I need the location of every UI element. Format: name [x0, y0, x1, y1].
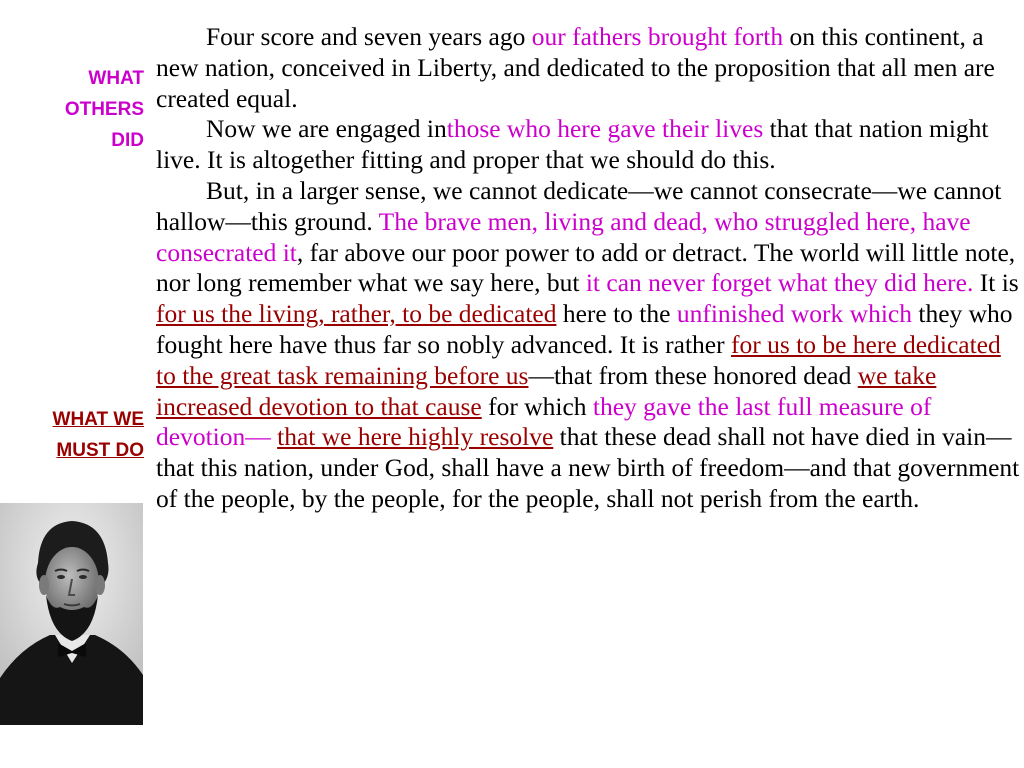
text-run: here to the [556, 299, 677, 329]
paragraph-2 [156, 114, 1020, 176]
text-run: that these dead shall not have died in vain—that this nation, under God, shall have a new birth of freedom—and that government of the people, by the people, for the people, shall not perish from the earth. [156, 422, 1020, 513]
portrait-image [0, 503, 143, 725]
label-line: MUST DO [56, 440, 144, 461]
label-line: DID [111, 130, 144, 151]
others-did-highlight: they gave the last full measure of devotion— [156, 391, 932, 452]
must-do-highlight: we take increased devotion to that cause [156, 360, 937, 421]
text-run: on this continent, a new nation, conceived in Liberty, and dedicated to the proposition that all men are created equal. [156, 22, 995, 113]
must-do-highlight: for us to be here dedicated to the great task remaining before us [156, 329, 1001, 390]
text-run: they who fought here have thus far so nobly advanced. It is rather [156, 299, 1013, 359]
lincoln-portrait [0, 503, 143, 725]
others-did-highlight: our fathers brought forth [531, 22, 784, 51]
others-did-highlight: unfinished work which [676, 299, 912, 329]
text-run: —that from these honored dead [528, 360, 858, 390]
text-run: that that nation might live. It is altogether fitting and proper that we should do this. [156, 114, 989, 175]
text-run: for which [481, 391, 593, 421]
paragraph-1 [156, 22, 1020, 114]
label-line: WHAT [88, 68, 144, 89]
what-we-must-do-label [14, 404, 144, 466]
paragraph-3 [156, 176, 1020, 515]
text-run: It is [973, 268, 1019, 298]
text-run: But, in a larger sense, we cannot dedicate—we cannot consecrate—we cannot hallow—this ground. [156, 175, 1002, 236]
others-did-highlight: it can never forget what they did here. [585, 268, 974, 298]
label-line: WHAT WE [52, 409, 144, 430]
gettysburg-address-text [156, 22, 1020, 515]
text-run: , far above our poor power to add or detract. The world will little note, nor long remember what we say here, but [156, 237, 1016, 298]
others-did-highlight: those who here gave their lives [446, 114, 764, 144]
others-did-highlight: The brave men, living and dead, who struggled here, have consecrated it [156, 206, 971, 267]
label-line: OTHERS [64, 99, 144, 120]
must-do-highlight: that we here highly resolve [277, 422, 554, 452]
what-others-did-label [14, 63, 144, 156]
must-do-highlight: for us the living, rather, to be dedicated [156, 299, 557, 329]
text-run: Now we are engaged in [206, 114, 447, 144]
text-run: Four score and seven years ago [206, 22, 532, 51]
